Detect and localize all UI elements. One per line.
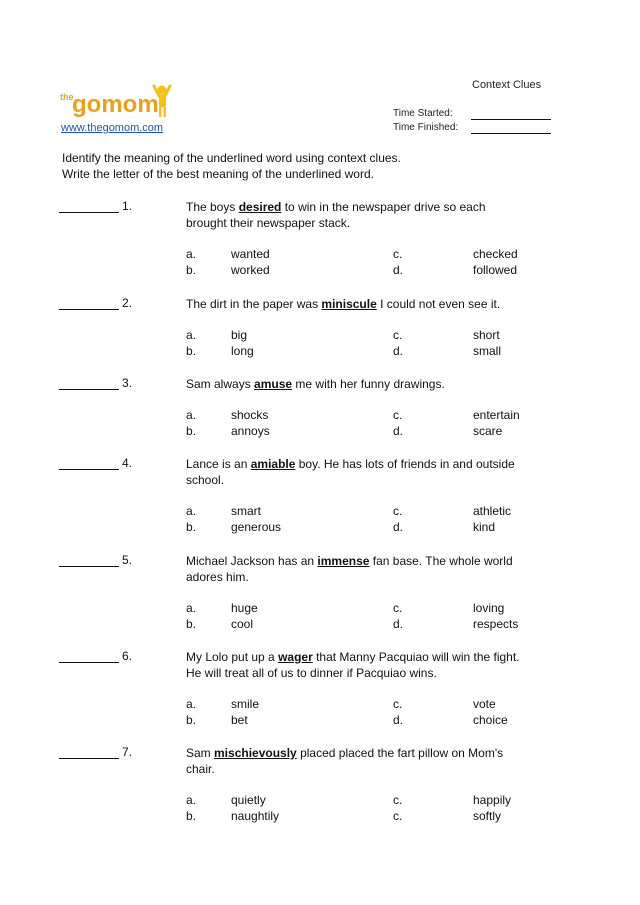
gomom-logo <box>60 82 190 122</box>
option-letter: c. <box>393 793 403 807</box>
option-text: huge <box>231 601 258 615</box>
option-text: bet <box>231 713 248 727</box>
option-text: loving <box>473 601 505 615</box>
option-text: quietly <box>231 793 266 807</box>
question-number: 4. <box>122 456 133 470</box>
option-text: long <box>231 344 254 358</box>
option-letter: d. <box>393 424 404 438</box>
question-number: 3. <box>122 376 133 390</box>
question-stem: Sam mischievously placed placed the fart pillow on Mom's chair. <box>186 746 504 776</box>
question-stem: Lance is an amiable boy. He has lots of friends in and outside school. <box>186 457 515 487</box>
question-number: 2. <box>122 296 133 310</box>
time-finished-line[interactable] <box>471 133 551 134</box>
logo-url-link[interactable]: www.thegomom.com <box>61 122 164 134</box>
option-text: checked <box>473 247 518 261</box>
option-text: big <box>231 328 248 342</box>
option-text: smart <box>231 504 261 518</box>
question-stem: The dirt in the paper was miniscule I could not even see it. <box>186 297 501 311</box>
time-started-row <box>393 108 453 119</box>
answer-blank[interactable] <box>59 469 119 470</box>
question-number: 5. <box>122 553 133 567</box>
target-word: mischievously <box>214 746 297 760</box>
option-text: vote <box>473 697 496 711</box>
option-letter: d. <box>393 263 404 277</box>
option-text: annoys <box>231 424 270 438</box>
time-finished-label: Time Finished: <box>393 122 459 133</box>
option-letter: b. <box>186 263 197 277</box>
option-letter: b. <box>186 520 197 534</box>
option-letter: a. <box>186 793 197 807</box>
option-letter: a. <box>186 328 197 342</box>
target-word: amiable <box>250 457 296 471</box>
option-letter: c. <box>393 408 403 422</box>
answer-blank[interactable] <box>59 662 119 663</box>
question-5 <box>0 553 640 649</box>
option-text: happily <box>473 793 512 807</box>
time-started-line[interactable] <box>471 119 551 120</box>
option-text: respects <box>473 617 519 631</box>
target-word: desired <box>238 200 282 214</box>
question-6 <box>0 649 640 745</box>
target-word: wager <box>278 650 313 664</box>
target-word: miniscule <box>321 297 377 311</box>
question-1 <box>0 199 640 295</box>
option-text: kind <box>473 520 496 534</box>
option-text: entertain <box>473 408 520 422</box>
option-text: wanted <box>231 247 270 261</box>
question-number: 6. <box>122 649 133 663</box>
option-letter: c. <box>393 247 403 261</box>
option-text: naughtily <box>231 809 280 823</box>
option-letter: b. <box>186 424 197 438</box>
option-text: smile <box>231 697 260 711</box>
question-number: 1. <box>122 199 133 213</box>
answer-blank[interactable] <box>59 212 119 213</box>
option-text: short <box>473 328 500 342</box>
option-letter: d. <box>393 520 404 534</box>
option-letter: c. <box>393 601 403 615</box>
option-letter: a. <box>186 504 197 518</box>
option-text: small <box>473 344 502 358</box>
target-word: immense <box>317 554 370 568</box>
option-text: worked <box>231 263 270 277</box>
option-letter: b. <box>186 713 197 727</box>
option-text: scare <box>473 424 503 438</box>
option-letter: b. <box>186 809 197 823</box>
instruction-line-2: Write the letter of the best meaning of the underlined word. <box>62 167 374 181</box>
question-7 <box>0 745 640 841</box>
question-4 <box>0 456 640 552</box>
option-letter: b. <box>186 344 197 358</box>
answer-blank[interactable] <box>59 566 119 567</box>
option-letter: b. <box>186 617 197 631</box>
option-letter: c. <box>393 809 403 823</box>
question-number: 7. <box>122 745 133 759</box>
logo-small-text: the <box>60 92 74 102</box>
option-letter: c. <box>393 328 403 342</box>
question-stem: The boys desired to win in the newspaper drive so each brought their newspaper stack. <box>186 200 486 230</box>
logo-main-text: gomom <box>72 91 159 118</box>
option-text: choice <box>473 713 508 727</box>
time-finished-row <box>393 122 458 133</box>
question-stem: Sam always amuse me with her funny drawings. <box>186 377 445 391</box>
option-text: followed <box>473 263 518 277</box>
option-text: softly <box>473 809 502 823</box>
option-letter: c. <box>393 504 403 518</box>
target-word: amuse <box>254 377 293 391</box>
option-text: shocks <box>231 408 269 422</box>
question-stem: Michael Jackson has an immense fan base. The whole world adores him. <box>186 554 513 584</box>
answer-blank[interactable] <box>59 309 119 310</box>
answer-blank[interactable] <box>59 758 119 759</box>
option-text: athletic <box>473 504 512 518</box>
option-letter: c. <box>393 697 403 711</box>
option-letter: a. <box>186 247 197 261</box>
option-letter: a. <box>186 601 197 615</box>
option-letter: d. <box>393 617 404 631</box>
time-started-label: Time Started: <box>393 108 453 119</box>
worksheet-title: Context Clues <box>472 79 542 91</box>
answer-blank[interactable] <box>59 389 119 390</box>
question-stem: My Lolo put up a wager that Manny Pacquiao will win the fight. He will treat all of us to dinner if Pacquiao wins. <box>186 650 520 680</box>
option-text: generous <box>231 520 282 534</box>
option-letter: a. <box>186 408 197 422</box>
option-text: cool <box>231 617 254 631</box>
option-letter: d. <box>393 713 404 727</box>
instruction-line-1: Identify the meaning of the underlined word using context clues. <box>62 151 401 165</box>
option-letter: d. <box>393 344 404 358</box>
gomom-logo-graphic <box>60 82 190 122</box>
option-letter: a. <box>186 697 197 711</box>
